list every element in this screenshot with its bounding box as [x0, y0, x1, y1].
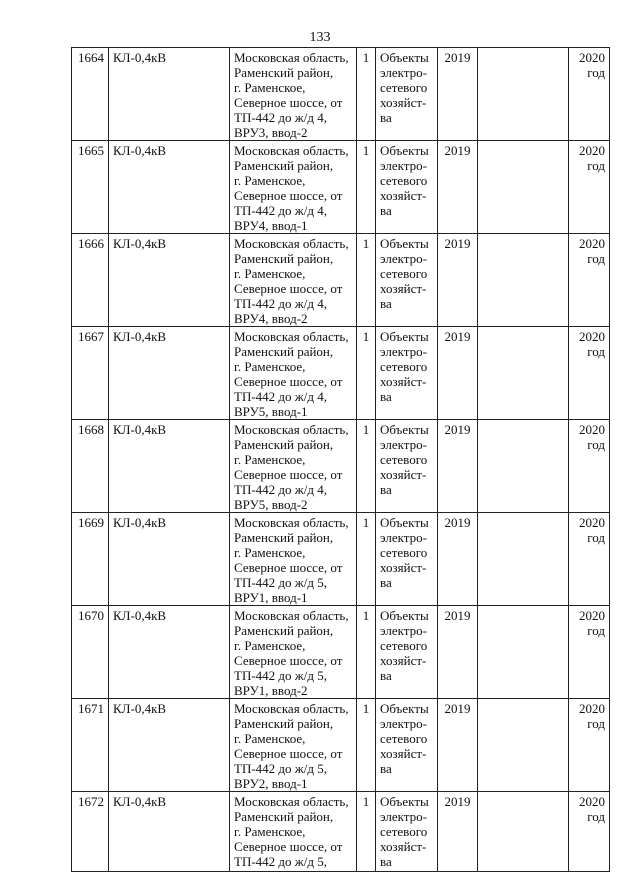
- category-line: Объекты: [380, 608, 429, 623]
- line-type-cell: КЛ-0,4кВ: [109, 420, 230, 513]
- category-line: хозяйст-: [380, 839, 427, 854]
- category-line: ва: [380, 296, 392, 311]
- plan-line: 2020: [579, 422, 605, 437]
- category-line: ва: [380, 203, 392, 218]
- location-line: ТП-442 до ж/д 5,: [234, 761, 327, 776]
- location-line: ТП-442 до ж/д 4,: [234, 482, 327, 497]
- category-line: хозяйст-: [380, 746, 427, 761]
- location-line: ТП-442 до ж/д 4,: [234, 296, 327, 311]
- category-line: электро-: [380, 530, 427, 545]
- location-line: ВРУ5, ввод-2: [234, 497, 308, 512]
- page-number: 133: [309, 30, 331, 45]
- plan-line: 2020: [579, 608, 605, 623]
- row-number-cell: 1672: [72, 792, 109, 872]
- location-line: Раменский район,: [234, 158, 334, 173]
- line-type-cell: КЛ-0,4кВ: [109, 141, 230, 234]
- category-cell: [376, 48, 438, 141]
- table-row: [72, 234, 610, 327]
- plan-cell: [569, 699, 610, 792]
- category-line: Объекты: [380, 515, 429, 530]
- category-line: хозяйст-: [380, 95, 427, 110]
- location-line: г. Раменское,: [234, 80, 306, 95]
- category-line: ва: [380, 668, 392, 683]
- location-line: Северное шоссе, от: [234, 374, 343, 389]
- category-line: Объекты: [380, 422, 429, 437]
- category-line: Объекты: [380, 701, 429, 716]
- quantity-cell: 1: [357, 327, 376, 420]
- location-line: Раменский район,: [234, 809, 334, 824]
- location-line: Раменский район,: [234, 437, 334, 452]
- plan-line: 2020: [579, 236, 605, 251]
- location-line: Северное шоссе, от: [234, 839, 343, 854]
- plan-cell: [569, 513, 610, 606]
- plan-cell: [569, 48, 610, 141]
- plan-line: год: [587, 623, 605, 638]
- location-cell: [230, 327, 357, 420]
- line-type-cell: КЛ-0,4кВ: [109, 327, 230, 420]
- line-type-cell: КЛ-0,4кВ: [109, 48, 230, 141]
- location-line: Северное шоссе, от: [234, 95, 343, 110]
- row-number-cell: 1670: [72, 606, 109, 699]
- location-line: Северное шоссе, от: [234, 560, 343, 575]
- row-number-cell: 1668: [72, 420, 109, 513]
- plan-line: 2020: [579, 50, 605, 65]
- row-number-cell: 1669: [72, 513, 109, 606]
- plan-line: 2020: [579, 515, 605, 530]
- category-line: электро-: [380, 437, 427, 452]
- table-row: [72, 699, 610, 792]
- category-line: ва: [380, 575, 392, 590]
- location-line: г. Раменское,: [234, 266, 306, 281]
- location-line: ТП-442 до ж/д 5,: [234, 668, 327, 683]
- category-line: хозяйст-: [380, 374, 427, 389]
- location-line: Московская область,: [234, 701, 349, 716]
- table-row: [72, 513, 610, 606]
- location-cell: [230, 141, 357, 234]
- quantity-cell: 1: [357, 420, 376, 513]
- location-cell: [230, 606, 357, 699]
- year-cell: 2019: [438, 699, 478, 792]
- plan-line: год: [587, 716, 605, 731]
- row-number-cell: 1666: [72, 234, 109, 327]
- location-line: ТП-442 до ж/д 4,: [234, 389, 327, 404]
- category-cell: [376, 792, 438, 872]
- category-line: сетевого: [380, 731, 428, 746]
- table-row: [72, 327, 610, 420]
- category-line: электро-: [380, 623, 427, 638]
- location-line: Московская область,: [234, 329, 349, 344]
- table-row: [72, 606, 610, 699]
- category-line: ва: [380, 110, 392, 125]
- location-line: ВРУ4, ввод-1: [234, 218, 308, 233]
- category-line: Объекты: [380, 50, 429, 65]
- plan-line: 2020: [579, 701, 605, 716]
- location-line: Раменский район,: [234, 251, 334, 266]
- location-line: Северное шоссе, от: [234, 746, 343, 761]
- location-cell: [230, 513, 357, 606]
- plan-line: 2020: [579, 794, 605, 809]
- quantity-cell: 1: [357, 513, 376, 606]
- category-cell: [376, 234, 438, 327]
- location-cell: [230, 420, 357, 513]
- plan-line: год: [587, 809, 605, 824]
- plan-line: год: [587, 530, 605, 545]
- category-line: ва: [380, 761, 392, 776]
- plan-line: год: [587, 251, 605, 266]
- category-cell: [376, 141, 438, 234]
- category-line: сетевого: [380, 638, 428, 653]
- extra-cell: [478, 48, 569, 141]
- plan-line: 2020: [579, 329, 605, 344]
- quantity-cell: 1: [357, 699, 376, 792]
- location-cell: [230, 48, 357, 141]
- table-row: [72, 792, 610, 872]
- year-cell: 2019: [438, 792, 478, 872]
- table-row: [72, 141, 610, 234]
- category-cell: [376, 606, 438, 699]
- row-number-cell: 1671: [72, 699, 109, 792]
- location-line: ВРУ5, ввод-1: [234, 404, 308, 419]
- location-line: г. Раменское,: [234, 824, 306, 839]
- extra-cell: [478, 327, 569, 420]
- plan-cell: [569, 234, 610, 327]
- category-line: сетевого: [380, 545, 428, 560]
- location-line: Северное шоссе, от: [234, 653, 343, 668]
- location-line: Раменский район,: [234, 530, 334, 545]
- plan-line: год: [587, 65, 605, 80]
- plan-line: 2020: [579, 143, 605, 158]
- extra-cell: [478, 513, 569, 606]
- line-type-cell: КЛ-0,4кВ: [109, 513, 230, 606]
- category-line: Объекты: [380, 143, 429, 158]
- category-line: хозяйст-: [380, 653, 427, 668]
- location-line: г. Раменское,: [234, 452, 306, 467]
- location-line: ТП-442 до ж/д 5,: [234, 575, 327, 590]
- location-line: Московская область,: [234, 515, 349, 530]
- location-line: ВРУ1, ввод-1: [234, 590, 308, 605]
- category-line: ва: [380, 482, 392, 497]
- location-line: Московская область,: [234, 50, 349, 65]
- extra-cell: [478, 234, 569, 327]
- table-row: [72, 48, 610, 141]
- location-line: Московская область,: [234, 608, 349, 623]
- location-cell: [230, 792, 357, 872]
- row-number-cell: 1665: [72, 141, 109, 234]
- location-line: Московская область,: [234, 422, 349, 437]
- quantity-cell: 1: [357, 606, 376, 699]
- category-cell: [376, 699, 438, 792]
- extra-cell: [478, 699, 569, 792]
- year-cell: 2019: [438, 234, 478, 327]
- extra-cell: [478, 792, 569, 872]
- category-line: Объекты: [380, 794, 429, 809]
- location-line: г. Раменское,: [234, 359, 306, 374]
- category-line: ва: [380, 854, 392, 869]
- category-line: ва: [380, 389, 392, 404]
- location-line: Московская область,: [234, 236, 349, 251]
- location-line: г. Раменское,: [234, 731, 306, 746]
- category-line: сетевого: [380, 359, 428, 374]
- location-line: ВРУ4, ввод-2: [234, 311, 308, 326]
- category-cell: [376, 420, 438, 513]
- location-line: Московская область,: [234, 794, 349, 809]
- location-line: Раменский район,: [234, 65, 334, 80]
- category-line: электро-: [380, 65, 427, 80]
- location-line: г. Раменское,: [234, 545, 306, 560]
- line-type-cell: КЛ-0,4кВ: [109, 606, 230, 699]
- category-line: хозяйст-: [380, 560, 427, 575]
- location-line: ТП-442 до ж/д 4,: [234, 110, 327, 125]
- plan-cell: [569, 141, 610, 234]
- line-type-cell: КЛ-0,4кВ: [109, 792, 230, 872]
- location-cell: [230, 699, 357, 792]
- plan-cell: [569, 420, 610, 513]
- location-line: Раменский район,: [234, 623, 334, 638]
- plan-line: год: [587, 344, 605, 359]
- year-cell: 2019: [438, 513, 478, 606]
- plan-cell: [569, 792, 610, 872]
- line-type-cell: КЛ-0,4кВ: [109, 234, 230, 327]
- row-number-cell: 1667: [72, 327, 109, 420]
- location-cell: [230, 234, 357, 327]
- quantity-cell: 1: [357, 792, 376, 872]
- category-cell: [376, 327, 438, 420]
- registry-table: [71, 47, 610, 872]
- extra-cell: [478, 606, 569, 699]
- location-line: ВРУ2, ввод-1: [234, 776, 308, 791]
- location-line: ТП-442 до ж/д 4,: [234, 203, 327, 218]
- plan-line: год: [587, 158, 605, 173]
- category-line: Объекты: [380, 236, 429, 251]
- category-line: электро-: [380, 344, 427, 359]
- category-line: сетевого: [380, 173, 428, 188]
- extra-cell: [478, 141, 569, 234]
- category-line: электро-: [380, 158, 427, 173]
- year-cell: 2019: [438, 420, 478, 513]
- category-line: сетевого: [380, 824, 428, 839]
- category-line: хозяйст-: [380, 467, 427, 482]
- category-line: сетевого: [380, 452, 428, 467]
- location-line: ВРУ1, ввод-2: [234, 683, 308, 698]
- category-line: сетевого: [380, 266, 428, 281]
- row-number-cell: 1664: [72, 48, 109, 141]
- year-cell: 2019: [438, 141, 478, 234]
- year-cell: 2019: [438, 606, 478, 699]
- location-line: г. Раменское,: [234, 638, 306, 653]
- category-line: электро-: [380, 716, 427, 731]
- extra-cell: [478, 420, 569, 513]
- year-cell: 2019: [438, 327, 478, 420]
- year-cell: 2019: [438, 48, 478, 141]
- category-line: электро-: [380, 251, 427, 266]
- location-line: Раменский район,: [234, 716, 334, 731]
- location-line: Московская область,: [234, 143, 349, 158]
- quantity-cell: 1: [357, 48, 376, 141]
- category-cell: [376, 513, 438, 606]
- plan-line: год: [587, 437, 605, 452]
- location-line: Раменский район,: [234, 344, 334, 359]
- category-line: Объекты: [380, 329, 429, 344]
- location-line: Северное шоссе, от: [234, 281, 343, 296]
- location-line: ТП-442 до ж/д 5,: [234, 854, 327, 869]
- plan-cell: [569, 327, 610, 420]
- category-line: сетевого: [380, 80, 428, 95]
- category-line: хозяйст-: [380, 188, 427, 203]
- location-line: ВРУ3, ввод-2: [234, 125, 308, 140]
- plan-cell: [569, 606, 610, 699]
- category-line: электро-: [380, 809, 427, 824]
- table-row: [72, 420, 610, 513]
- quantity-cell: 1: [357, 234, 376, 327]
- category-line: хозяйст-: [380, 281, 427, 296]
- quantity-cell: 1: [357, 141, 376, 234]
- location-line: Северное шоссе, от: [234, 188, 343, 203]
- location-line: г. Раменское,: [234, 173, 306, 188]
- line-type-cell: КЛ-0,4кВ: [109, 699, 230, 792]
- location-line: Северное шоссе, от: [234, 467, 343, 482]
